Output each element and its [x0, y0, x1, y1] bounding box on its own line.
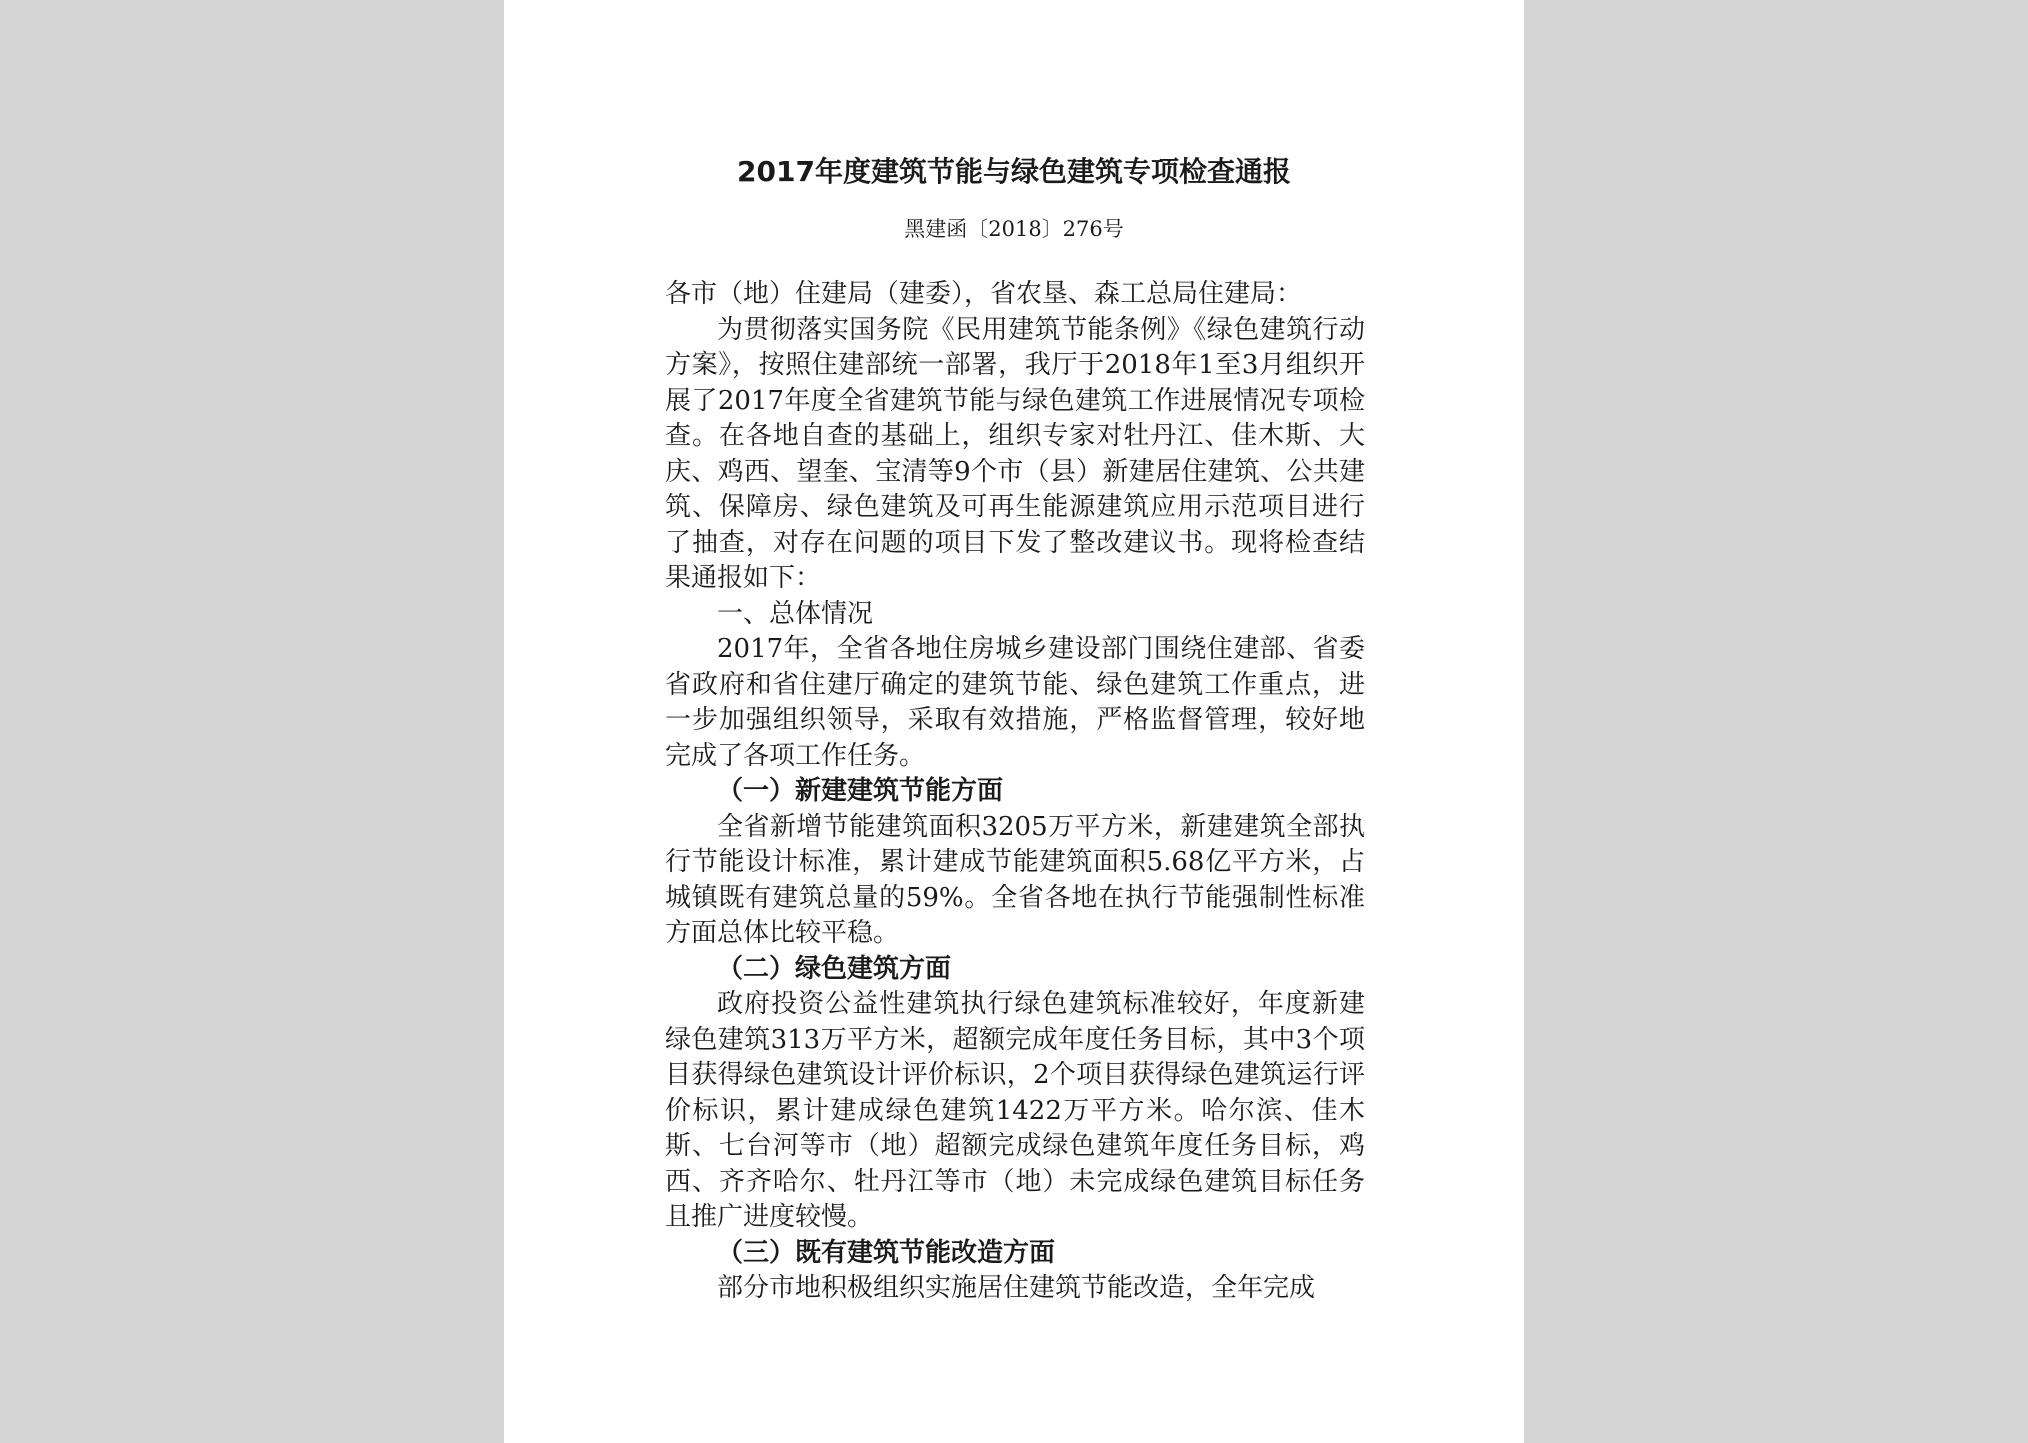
paragraph-new-buildings: 全省新增节能建筑面积3205万平方米，新建建筑全部执行节能设计标准，累计建成节能建筑面积5.68亿平方米，占城镇既有建筑总量的59%。全省各地在执行节能强制性标准方面总体比较平稳。	[665, 811, 1365, 948]
subsection-heading-green-buildings: （二）绿色建筑方面	[717, 953, 952, 984]
subsection-heading-retrofit: （三）既有建筑节能改造方面	[717, 1237, 1056, 1268]
document-body	[665, 277, 1365, 1307]
paragraph-retrofit: 部分市地积极组织实施居住建筑节能改造，全年完成	[717, 1273, 1316, 1303]
document-title: 2017年度建筑节能与绿色建筑专项检查通报	[737, 155, 1291, 188]
document-number: 黑建函〔2018〕276号	[904, 217, 1124, 241]
document-page	[504, 0, 1524, 1443]
subsection-heading-new-buildings: （一）新建建筑节能方面	[717, 776, 1004, 806]
section-heading-overview: 一、总体情况	[717, 598, 874, 629]
paragraph-intro: 为贯彻落实国务院《民用建筑节能条例》《绿色建筑行动方案》，按照住建部统一部署，我厅于2018年1至3月组织开展了2017年度全省建筑节能与绿色建筑工作进展情况专项检查。在各地自查的基础上，组织专家对牡丹江、佳木斯、大庆、鸡西、望奎、宝清等9个市（县）新建居住建筑、公共建筑、保障房、绿色建筑及可再生能源建筑应用示范项目进行了抽查，对存在问题的项目下发了整改建议书。现将检查结果通报如下：	[665, 314, 1365, 593]
paragraph-overview: 2017年，全省各地住房城乡建设部门围绕住建部、省委省政府和省住建厅确定的建筑节能、绿色建筑工作重点，进一步加强组织领导，采取有效措施，严格监督管理，较好地完成了各项工作任务。	[665, 634, 1365, 771]
paragraph-green-buildings: 政府投资公益性建筑执行绿色建筑标准较好，年度新建绿色建筑313万平方米，超额完成年度任务目标，其中3个项目获得绿色建筑设计评价标识，2个项目获得绿色建筑运行评价标识，累计建成绿色建筑1422万平方米。哈尔滨、佳木斯、七台河等市（地）超额完成绿色建筑年度任务目标，鸡西、齐齐哈尔、牡丹江等市（地）未完成绿色建筑目标任务且推广进度较慢。	[665, 989, 1365, 1232]
salutation: 各市（地）住建局（建委），省农垦、森工总局住建局：	[665, 279, 1303, 309]
